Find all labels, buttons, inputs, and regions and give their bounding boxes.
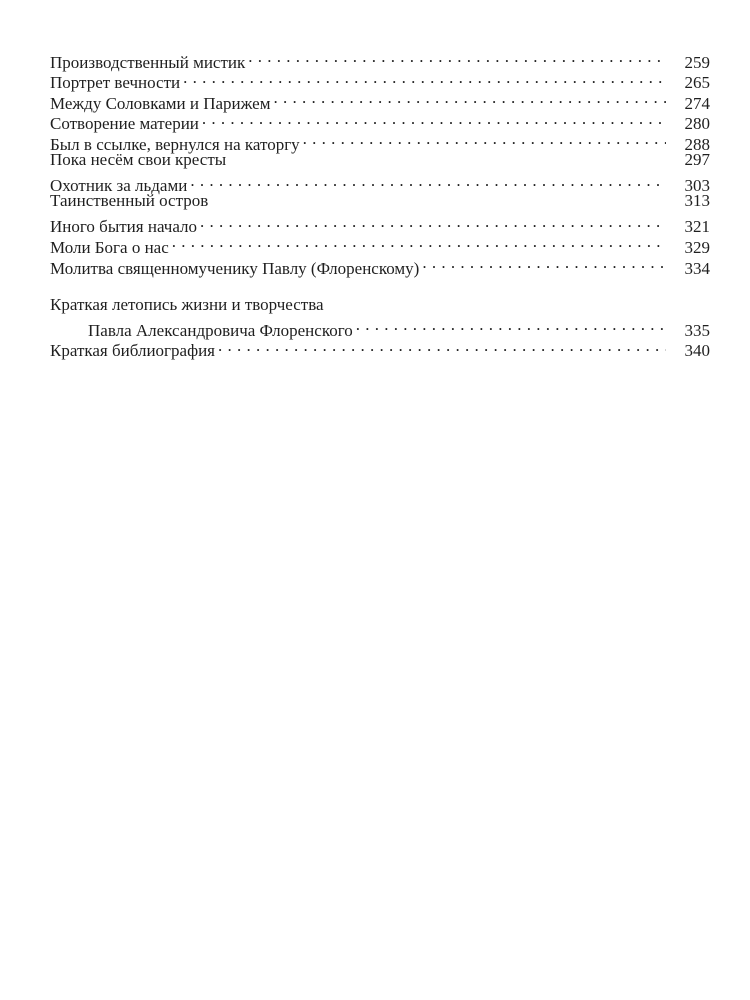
toc-entry-page: 280: [684, 114, 710, 134]
toc-entry-title: Производственный мистик: [50, 52, 246, 72]
toc-entry-page: 288: [684, 134, 710, 154]
toc-entry-page: 297: [684, 149, 710, 169]
toc-entry-title: Таинственный остров: [50, 191, 209, 211]
toc-chronicle-title-line2: Павла Александровича Флоренского: [88, 320, 353, 340]
toc-entry-title: Охотник за льдами: [50, 176, 188, 196]
toc-chronicle-page: 335: [684, 320, 710, 340]
toc-chronicle-title-line1: Краткая летопись жизни и творчества: [50, 294, 324, 314]
dot-leader: [218, 336, 666, 357]
dot-leader: [273, 88, 666, 109]
toc-entry-title: Пока несём свои кресты: [50, 149, 227, 169]
dot-leader: [303, 129, 666, 150]
toc-section-appendix: [50, 294, 710, 361]
toc-entry-title: Был в ссылке, вернулся на каторгу: [50, 134, 300, 154]
toc-entry-page: 313: [684, 191, 710, 211]
toc-entry-page: 259: [684, 52, 710, 72]
toc-entry-page: 321: [684, 217, 710, 237]
toc-entry-title: Иного бытия начало: [50, 217, 198, 237]
toc-entry-page: 265: [684, 73, 710, 93]
toc-entry: [50, 191, 710, 212]
dot-leader: [200, 212, 666, 233]
table-of-contents: [50, 47, 710, 361]
toc-entry-page: 303: [684, 176, 710, 196]
dot-leader: [190, 171, 666, 192]
toc-entry: [50, 212, 710, 237]
dot-leader: [202, 109, 666, 130]
toc-entry-title: Портрет вечности: [50, 73, 181, 93]
toc-entry-page: 334: [684, 258, 710, 278]
toc-entry-title: Сотворение материи: [50, 114, 199, 134]
toc-entry: [50, 171, 710, 196]
toc-entry: [50, 150, 710, 171]
toc-bibliography-title: Краткая библиография: [50, 341, 215, 361]
dot-leader: [248, 47, 666, 68]
toc-entry-page: 274: [684, 93, 710, 113]
toc-entry-page: 329: [684, 237, 710, 257]
toc-section-chapters: [50, 47, 710, 278]
toc-entry-title: Молитва священномученику Павлу (Флоренскому): [50, 258, 420, 278]
dot-leader: [183, 68, 666, 89]
toc-entry-title: Между Соловками и Парижем: [50, 93, 271, 113]
dot-leader: [422, 253, 666, 274]
dot-leader: [172, 232, 666, 253]
dot-leader: [356, 315, 666, 336]
toc-entry: [50, 47, 710, 72]
toc-entry-title: Моли Бога о нас: [50, 237, 169, 257]
toc-entry-chronicle: [50, 315, 710, 340]
toc-bibliography-page: 340: [684, 341, 710, 361]
